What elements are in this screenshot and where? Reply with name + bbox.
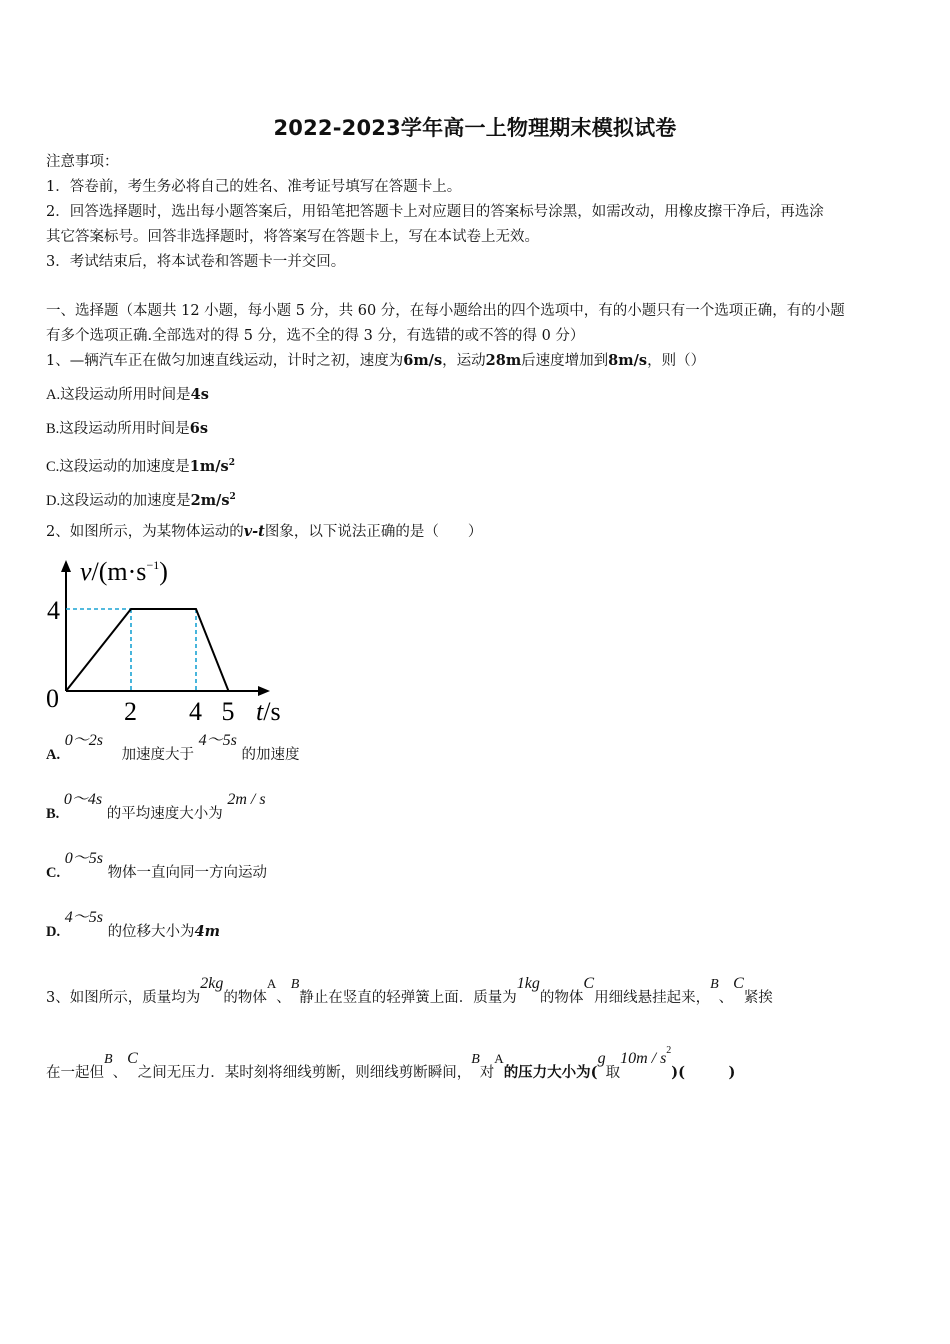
option-text: 这段运动所用时间是 — [59, 421, 190, 437]
q3-text: 静止在竖直的轻弹簧上面．质量为 — [299, 990, 517, 1006]
origin-label: 0 — [46, 684, 59, 713]
option-letter: A. — [46, 387, 61, 403]
q1-option-a[interactable] — [46, 385, 906, 405]
option-value: 2m/s — [190, 491, 230, 509]
q3-math-b: B — [471, 1052, 480, 1067]
q3-math-g: g — [597, 1050, 606, 1067]
q1-option-b[interactable] — [46, 419, 906, 439]
option-text-1: 的位移大小为 — [107, 924, 195, 940]
option-math-1: 0～2s — [64, 732, 103, 749]
notice-item-1: 1．答卷前，考生务必将自己的姓名、准考证号填写在答题卡上。 — [46, 179, 462, 195]
option-text: 这段运动所用时间是 — [60, 387, 191, 403]
option-text-1: 的平均速度大小为 — [106, 806, 223, 822]
q2-stem-pre: 2、如图所示，为某物体运动的 — [46, 524, 244, 540]
q3-text: 在一起但 — [46, 1065, 104, 1081]
q3-math-b: B — [104, 1052, 113, 1067]
notice-heading: 注意事项： — [46, 154, 119, 170]
q3-text: 的物体 — [539, 990, 584, 1006]
option-text-1: 加速度大于 — [121, 747, 195, 763]
option-math-2: 2m / s — [227, 791, 266, 808]
q3-text: 取 — [605, 1065, 621, 1081]
q2-vt: v-t — [243, 523, 265, 540]
q1-v1: 8m/s — [608, 352, 648, 369]
q1-distance: 28m — [485, 352, 522, 369]
option-value: 4m — [194, 923, 220, 940]
q1-stem-pre: 1、—辆汽车正在做匀加速直线运动，计时之初，速度为 — [46, 353, 404, 369]
q3-math-b: B — [710, 977, 719, 992]
x-tick-label: 5 — [221, 697, 235, 726]
option-superscript: 2 — [229, 492, 236, 502]
y-axis-arrow — [61, 560, 71, 572]
q3-math-mass-2kg: 2kg — [200, 975, 224, 992]
question-1-stem — [46, 351, 906, 371]
q3-text: 对 — [479, 1065, 495, 1081]
option-letter: C. — [46, 458, 60, 475]
option-letter: B. — [46, 421, 60, 437]
q3-math-g-value: 10m / s — [620, 1050, 667, 1067]
option-letter: C. — [46, 865, 61, 881]
option-letter: A. — [46, 747, 61, 763]
q3-text: 紧挨 — [743, 990, 773, 1006]
option-superscript: 2 — [228, 458, 235, 468]
velocity-series-line — [66, 609, 229, 691]
q3-math-a: A — [266, 976, 277, 991]
q1-option-d[interactable] — [46, 487, 906, 511]
q3-text: 用细线悬挂起来， — [594, 990, 711, 1006]
q3-text: 3、如图所示，质量均为 — [46, 990, 201, 1006]
option-value: 4s — [190, 386, 209, 403]
q2-option-a[interactable] — [46, 732, 906, 765]
option-text: 这段运动的加速度是 — [59, 458, 190, 475]
notice-item-3: 3．考试结束后，将本试卷和答题卡一并交回。 — [46, 254, 346, 270]
q2-option-d[interactable] — [46, 909, 906, 942]
x-tick-label: 4 — [189, 697, 202, 726]
q3-math-c: C — [127, 1050, 138, 1067]
q1-stem-end: ，则（） — [647, 353, 706, 369]
notice-item-2a: 2．回答选择题时，选出每小题答案后，用铅笔把答题卡上对应题目的答案标号涂黑，如需改动，用橡皮擦干净后，再选涂 — [46, 204, 824, 220]
option-letter: D. — [46, 924, 61, 940]
q3-math-c: C — [733, 975, 744, 992]
q1-option-c[interactable] — [46, 453, 906, 477]
option-text-2: 的加速度 — [241, 747, 300, 763]
section-heading-line2: 有多个选项正确.全部选对的得 5 分，选不全的得 3 分，有选错的或不答的得 0 分） — [46, 328, 585, 344]
q3-text: 之间无压力．某时刻将细线剪断，则细线剪断瞬间， — [137, 1065, 472, 1081]
q2-option-c[interactable] — [46, 850, 906, 883]
option-letter: B. — [46, 806, 60, 822]
option-text-1: 物体一直向同一方向运动 — [107, 865, 268, 881]
option-math-2: 4～5s — [198, 732, 237, 749]
question-2-stem — [46, 522, 906, 542]
q3-math-mass-1kg: 1kg — [516, 975, 540, 992]
y-axis-label: $v/(m\cdot s^{-1})$ — [80, 557, 168, 586]
notice-item-2b: 其它答案标号。回答非选择题时，将答案写在答题卡上，写在本试卷上无效。 — [46, 229, 539, 245]
page-title: 2022-2023学年高一上物理期末模拟试卷 — [273, 116, 677, 140]
option-value: 1m/s — [189, 457, 229, 475]
q1-stem-mid2: 后速度增加到 — [521, 353, 609, 369]
q3-text: 的物体 — [223, 990, 267, 1006]
q3-text: 的压力大小为( — [503, 1064, 598, 1081]
option-math-1: 4～5s — [64, 909, 103, 926]
x-axis-arrow — [258, 686, 270, 696]
y-tick-label: 4 — [47, 596, 60, 625]
q3-text: )( ) — [671, 1064, 736, 1081]
q3-math-g-sup: 2 — [666, 1045, 672, 1056]
q1-v0: 6m/s — [403, 352, 443, 369]
q2-stem-post: 图象，以下说法正确的是（ ） — [264, 524, 483, 540]
question-3-line-1 — [46, 975, 906, 1009]
option-value: 6s — [189, 420, 209, 437]
question-3-line-2 — [46, 1045, 906, 1085]
q3-text: 、 — [276, 990, 291, 1006]
x-axis-label: t/s — [256, 697, 281, 726]
option-letter: D. — [46, 492, 61, 509]
x-tick-label: 2 — [124, 697, 137, 726]
q2-option-b[interactable] — [46, 791, 906, 824]
q3-math-a: A — [494, 1051, 504, 1066]
section-heading-line1: 一、选择题（本题共 12 小题，每小题 5 分，共 60 分，在每小题给出的四个选项中，有的小题只有一个选项正确，有的小题 — [46, 303, 845, 319]
q3-math-b: B — [290, 977, 300, 992]
option-text: 这段运动的加速度是 — [60, 492, 191, 509]
q3-text: 、 — [718, 990, 734, 1006]
q3-math-c: C — [583, 975, 595, 992]
vt-graph — [40, 550, 300, 730]
q3-text: 、 — [112, 1065, 128, 1081]
option-math-1: 0～5s — [64, 850, 103, 867]
option-math-1: 0～4s — [63, 791, 103, 808]
q1-stem-mid1: ，运动 — [442, 353, 486, 369]
